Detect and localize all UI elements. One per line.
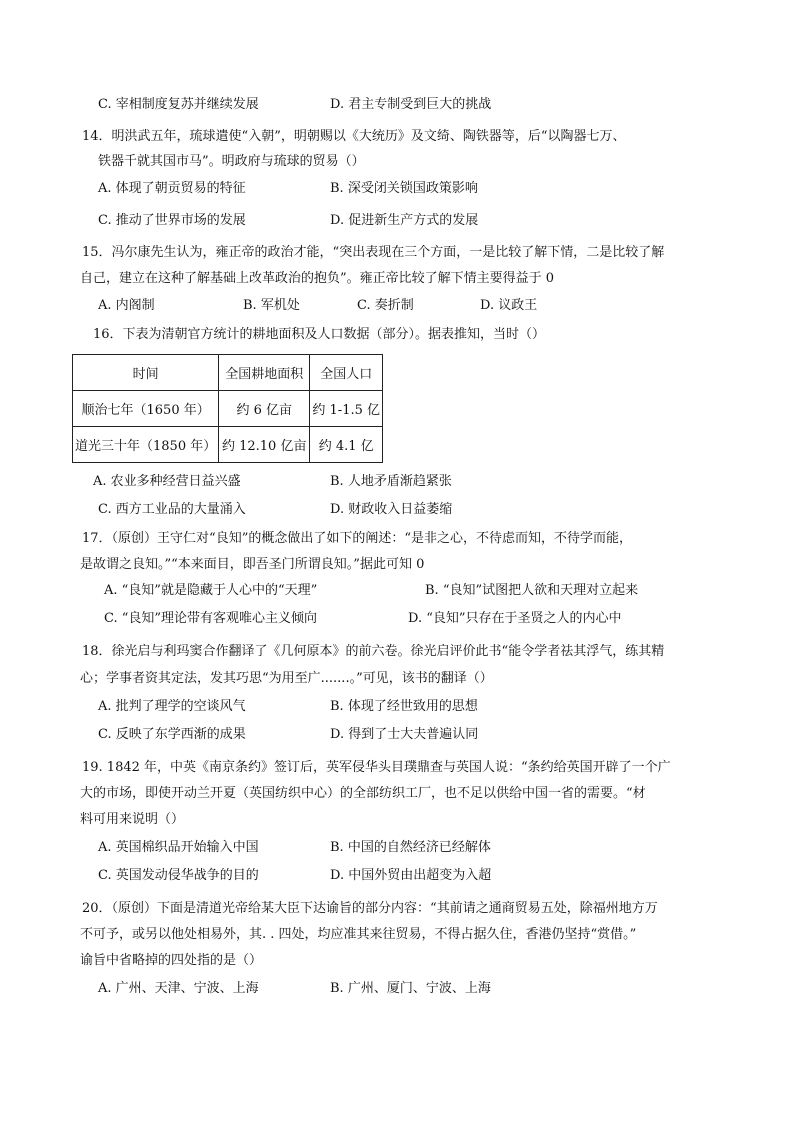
q16-option-c: C. 西方工业品的大量涌入 <box>98 502 246 517</box>
q17-option-a: A. “良知”就是隐藏于人心中的“天理” <box>104 583 318 598</box>
table-cell: 约 6 亿亩 <box>219 391 310 427</box>
q17-option-d: D. “良知”只存在于圣贤之人的内心中 <box>408 611 622 626</box>
q20-option-b: B. 广州、厦门、宁波、上海 <box>330 981 491 996</box>
q20-stem-line1: 20．（原创）下面是清道光帝给某大臣下达谕旨的部分内容：“其前请之通商贸易五处，除福州地方万 <box>82 901 658 916</box>
q16-data-table <box>72 354 383 463</box>
q17-stem-line1: 17．（原创）王守仁对“良知”的概念做出了如下的阐述：“是非之心，不待虑而知，不待学而能， <box>82 531 632 546</box>
q16-stem-line1: 16．下表为清朝官方统计的耕地面积及人口数据（部分）。据表推知，当时（） <box>93 327 546 342</box>
q18-option-b: B. 体现了经世致用的思想 <box>330 699 478 714</box>
q17-option-c: C. “良知”理论带有客观唯心主义倾向 <box>104 611 318 626</box>
table-cell: 顺治七年（1650 年） <box>73 391 219 427</box>
q14-stem-line1: 14．明洪武五年，琉球遣使“入朝”，明朝赐以《大统历》及文绮、陶铁器等，后“以陶器七万、 <box>82 129 626 144</box>
q15-option-b: B. 军机处 <box>243 298 300 313</box>
table-cell: 约 4.1 亿 <box>310 427 383 463</box>
table-header-cell: 全国耕地面积 <box>219 355 310 391</box>
q18-option-d: D. 得到了士大夫普遍认同 <box>330 727 479 742</box>
table-row <box>73 391 383 427</box>
q15-option-d: D. 议政王 <box>480 298 538 313</box>
q20-option-a: A. 广州、天津、宁波、上海 <box>98 981 259 996</box>
q20-stem-line3: 谕旨中省略掉的四处指的是（） <box>80 953 263 968</box>
q19-option-b: B. 中国的自然经济已经解体 <box>330 840 491 855</box>
table-cell: 约 12.10 亿亩 <box>219 427 310 463</box>
q19-option-c: C. 英国发动侵华战争的目的 <box>98 868 259 883</box>
q18-option-c: C. 反映了东学西渐的成果 <box>98 727 246 742</box>
q14-option-a: A. 体现了朝贡贸易的特征 <box>98 181 246 196</box>
q15-stem-line2: 自己，建立在这种了解基础上改革政治的抱负”。雍正帝比较了解下情主要得益于 0 <box>80 271 555 286</box>
q17-stem-line2: 是故谓之良知。”“本来面目，即吾圣门所谓良知。”据此可知 0 <box>80 557 425 572</box>
q14-stem-line2: 铁器千就其国市马”。明政府与琉球的贸易（） <box>98 154 365 169</box>
q19-stem-line3: 料可用来说明（） <box>80 812 185 827</box>
table-cell: 道光三十年（1850 年） <box>73 427 219 463</box>
q19-option-a: A. 英国棉织品开始输入中国 <box>98 840 259 855</box>
q17-option-b: B. “良知”试图把人欲和天理对立起来 <box>425 583 639 598</box>
table-header-cell: 全国人口 <box>310 355 383 391</box>
q16-option-d: D. 财政收入日益萎缩 <box>330 502 453 517</box>
q18-stem-line1: 18．徐光启与利玛窦合作翻译了《几何原本》的前六卷。徐光启评价此书“能令学者祛其浮气，练其精 <box>82 644 665 659</box>
q19-option-d: D. 中国外贸由出超变为入超 <box>330 868 492 883</box>
table-header-cell: 时间 <box>73 355 219 391</box>
table-cell: 约 1-1.5 亿 <box>310 391 383 427</box>
table-row <box>73 427 383 463</box>
q15-option-a: A. 内阁制 <box>98 298 155 313</box>
q14-option-b: B. 深受闭关锁国政策影响 <box>330 181 478 196</box>
q19-stem-line1: 19. 1842 年，中英《南京条约》签订后，英军侵华头目璞鼎查与英国人说：“条约给英国开辟了一个广 <box>82 760 671 775</box>
q18-stem-line2: 心；学事者资其定法，发其巧思“为用至广.......。”可见，该书的翻译（） <box>80 671 493 686</box>
q13-option-c: C. 宰相制度复苏并继续发展 <box>98 97 259 112</box>
q14-option-c: C. 推动了世界市场的发展 <box>98 213 246 228</box>
q18-option-a: A. 批判了理学的空谈风气 <box>98 699 246 714</box>
q19-stem-line2: 大的市场，即使开动兰开夏（英国纺织中心）的全部纺织工厂，也不足以供给中国一省的需要。“材 <box>80 786 646 801</box>
q16-option-b: B. 人地矛盾渐趋紧张 <box>330 474 452 489</box>
q20-stem-line2: 不可予，或另以他处相易外，其. . 四处，均应准其来往贸易，不得占据久住，香港仍坚持“赏借。” <box>80 927 637 942</box>
q15-option-c: C. 奏折制 <box>357 298 414 313</box>
q16-option-a: A. 农业多种经营日益兴盛 <box>93 474 241 489</box>
q15-stem-line1: 15．冯尔康先生认为，雍正帝的政治才能，“突出表现在三个方面，一是比较了解下情，二是比较了解 <box>82 245 665 260</box>
q13-option-d: D. 君主专制受到巨大的挑战 <box>330 97 492 112</box>
table-header-row <box>73 355 383 391</box>
q14-option-d: D. 促进新生产方式的发展 <box>330 213 479 228</box>
